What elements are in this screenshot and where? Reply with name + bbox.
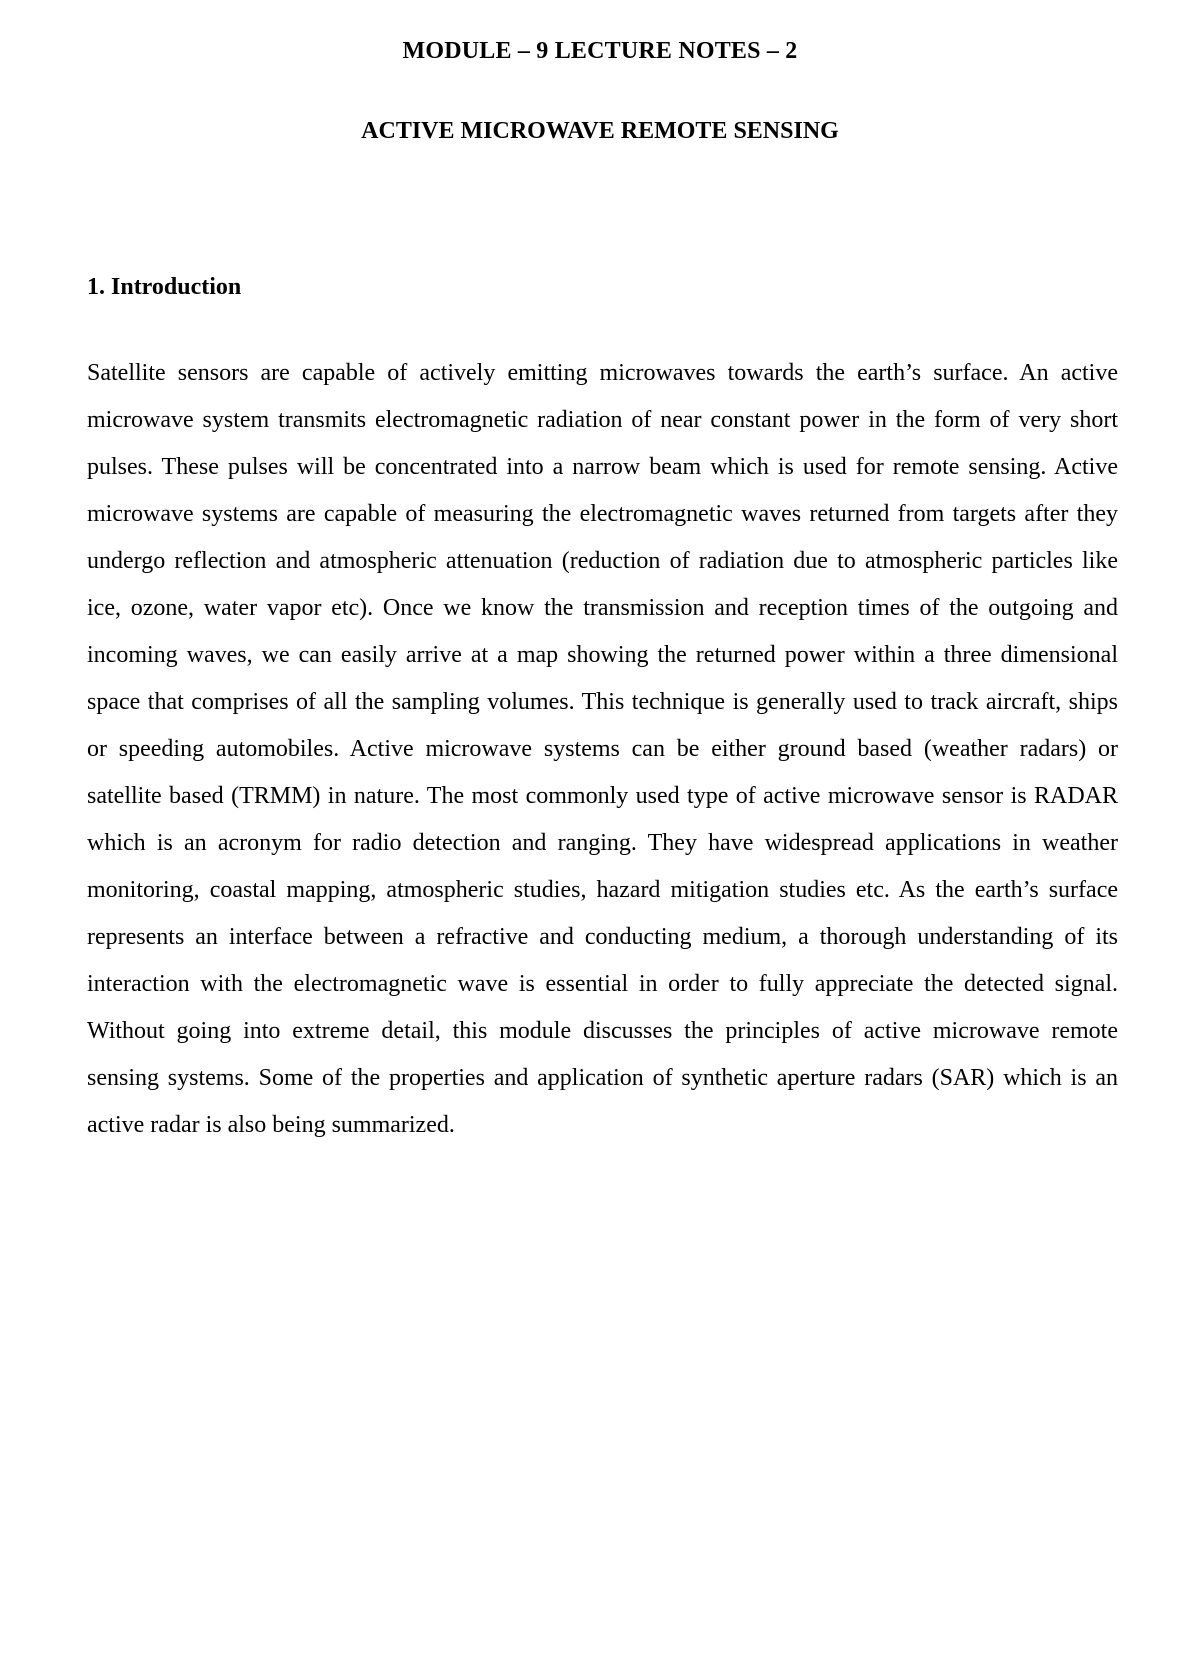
section-heading-introduction: 1. Introduction (87, 274, 242, 300)
introduction-paragraph: Satellite sensors are capable of actively emitting microwaves towards the earth’s surface. An active microwave system transmits electromagnetic radiation of near constant power in the form of very short pulses. These pulses will be concentrated into a narrow beam which is used for remote sensing. Active microwave systems are capable of measuring the electromagnetic waves returned from targets after they undergo reflection and atmospheric attenuation (reduction of radiation due to atmospheric particles like ice, ozone, water vapor etc). Once we know the transmission and reception times of the outgoing and incoming waves, we can easily arrive at a map showing the returned power within a three dimensional space that comprises of all the sampling volumes. This technique is generally used to track aircraft, ships or speeding automobiles. Active microwave systems can be either ground based (weather radars) or satellite based (TRMM) in nature. The most commonly used type of active microwave sensor is RADAR which is an acronym for radio detection and ranging. They have widespread applications in weather monitoring, coastal mapping, atmospheric studies, hazard mitigation studies etc. As the earth’s surface represents an interface between a refractive and conducting medium, a thorough understanding of its interaction with the electromagnetic wave is essential in order to fully appreciate the detected signal. Without going into extreme detail, this module discusses the principles of active microwave remote sensing systems. Some of the properties and application of synthetic aperture radars (SAR) which is an active radar is also being summarized. (87, 360, 1118, 1138)
module-title: MODULE – 9 LECTURE NOTES – 2 (402, 38, 798, 64)
document-title: ACTIVE MICROWAVE REMOTE SENSING (361, 118, 839, 144)
